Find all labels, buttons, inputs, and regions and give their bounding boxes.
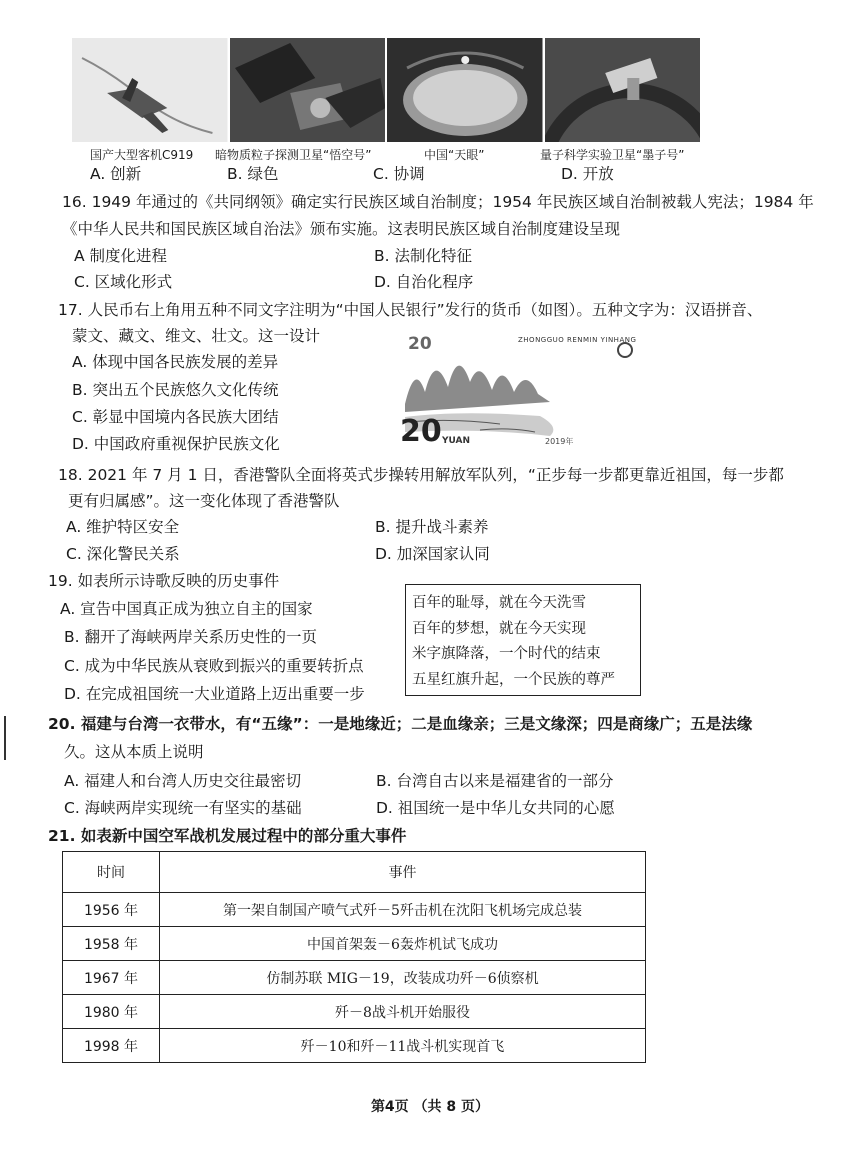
poem-line: 百年的耻辱，就在今天洗雪 <box>412 595 586 611</box>
q20-option-c: C. 海峡两岸实现统一有坚实的基础 <box>64 799 302 817</box>
page-footer: 第4页 （共 8 页） <box>370 1099 490 1115</box>
q18-stem-line2: 更有归属感”。这一变化体现了香港警队 <box>68 492 340 510</box>
aircraft-events-table <box>62 851 646 1063</box>
poem-box <box>405 584 641 696</box>
note-denomination-top: 20 <box>408 334 432 354</box>
note-yuan-label: YUAN <box>442 436 471 446</box>
q20-option-b: B. 台湾自古以来是福建省的一部分 <box>376 772 614 790</box>
q19-option-c: C. 成为中华民族从衰败到振兴的重要转折点 <box>64 657 364 675</box>
q18-option-d: D. 加深国家认同 <box>375 545 490 563</box>
q15-option-a: A. 创新 <box>90 165 142 183</box>
table-cell-year: 1998 年 <box>63 1029 160 1063</box>
table-cell-event: 歼－8战斗机开始服役 <box>160 995 646 1029</box>
table-header-time: 时间 <box>63 852 160 893</box>
note-year-label: 2019年 <box>545 437 574 446</box>
q17-option-c: C. 彰显中国境内各民族大团结 <box>72 408 279 426</box>
q18-option-c: C. 深化警民关系 <box>66 545 180 563</box>
q18-stem-line1: 18. 2021 年 7 月 1 日，香港警队全面将英式步操转用解放军队列，“正步每一步都更靠近祖国，每一步都 <box>58 466 784 484</box>
fast-telescope-photo <box>387 38 543 142</box>
table-cell-event: 中国首架轰－6轰炸机试飞成功 <box>160 927 646 961</box>
q19-option-a: A. 宣告中国真正成为独立自主的国家 <box>60 600 313 618</box>
table-header-event: 事件 <box>160 852 646 893</box>
q20-option-d: D. 祖国统一是中华儿女共同的心愿 <box>376 799 615 817</box>
photo-caption-wukong: 暗物质粒子探测卫星“悟空号” <box>215 148 372 162</box>
table-cell-year: 1980 年 <box>63 995 160 1029</box>
q17-option-a: A. 体现中国各民族发展的差异 <box>72 353 279 371</box>
rmb-banknote-image <box>400 332 640 450</box>
q16-option-d: D. 自治化程序 <box>374 273 474 291</box>
note-pinyin-text: ZHONGGUO RENMIN YINHANG <box>518 336 637 344</box>
q16-stem-line2: 《中华人民共和国民族区域自治法》颁布实施。这表明民族区域自治制度建设呈现 <box>62 220 621 238</box>
q20-stem-line2: 久。这从本质上说明 <box>64 743 204 761</box>
q18-option-a: A. 维护特区安全 <box>66 518 180 536</box>
q21-stem: 21. 如表新中国空军战机发展过程中的部分重大事件 <box>48 827 407 845</box>
poem-line: 米字旗降落，一个时代的结束 <box>412 646 601 662</box>
table-cell-year: 1958 年 <box>63 927 160 961</box>
table-cell-event: 第一架自制国产喷气式歼－5歼击机在沈阳飞机场完成总装 <box>160 893 646 927</box>
q17-option-d: D. 中国政府重视保护民族文化 <box>72 435 280 453</box>
q15-option-b: B. 绿色 <box>227 165 279 183</box>
q19-option-b: B. 翻开了海峡两岸关系历史性的一页 <box>64 628 317 646</box>
q17-stem-line2: 蒙文、藏文、维文、壮文。这一设计 <box>72 327 321 345</box>
q19-option-d: D. 在完成祖国统一大业道路上迈出重要一步 <box>64 685 365 703</box>
q17-option-b: B. 突出五个民族悠久文化传统 <box>72 381 279 399</box>
q15-option-d: D. 开放 <box>561 165 614 183</box>
q19-stem: 19. 如表所示诗歌反映的历史事件 <box>48 572 280 590</box>
table-row <box>63 995 646 1029</box>
table-header-row <box>63 852 646 893</box>
poem-line: 五星红旗升起，一个民族的尊严 <box>412 671 615 688</box>
photo-caption-c919: 国产大型客机C919 <box>90 148 194 162</box>
poem-line: 百年的梦想，就在今天实现 <box>412 620 586 637</box>
table-row <box>63 1029 646 1063</box>
q15-option-c: C. 协调 <box>373 165 425 183</box>
q17-stem-line1: 17. 人民币右上角用五种不同文字注明为“中国人民银行”发行的货币（如图）。五种文字为：汉语拼音、 <box>58 301 763 319</box>
q16-option-c: C. 区域化形式 <box>74 273 173 291</box>
table-cell-year: 1967 年 <box>63 961 160 995</box>
q20-option-a: A. 福建人和台湾人历史交往最密切 <box>64 772 302 790</box>
table-row <box>63 961 646 995</box>
photo-strip <box>72 38 700 142</box>
margin-mark <box>4 716 6 760</box>
q18-option-b: B. 提升战斗素养 <box>375 518 489 536</box>
table-row <box>63 927 646 961</box>
wukong-satellite-photo <box>230 38 386 142</box>
photo-caption-mozi: 量子科学实验卫星“墨子号” <box>540 148 685 162</box>
mozi-satellite-photo <box>545 38 701 142</box>
c919-aircraft-photo <box>72 38 228 142</box>
photo-caption-tianyan: 中国“天眼” <box>424 148 485 162</box>
q16-stem-line1: 16. 1949 年通过的《共同纲领》确定实行民族区域自治制度；1954 年民族区域自治制被载人宪法；1984 年 <box>62 193 814 211</box>
note-denomination-bottom: 20 <box>400 414 442 449</box>
q20-stem-line1: 20. 福建与台湾一衣带水，有“五缘”：一是地缘近；二是血缘亲；三是文缘深；四是商缘广；五是法缘 <box>48 715 753 733</box>
q16-option-b: B. 法制化特征 <box>374 247 472 265</box>
table-row <box>63 893 646 927</box>
table-cell-event: 歼－10和歼－11战斗机实现首飞 <box>160 1029 646 1063</box>
table-cell-event: 仿制苏联 MIG－19，改装成功歼－6侦察机 <box>160 961 646 995</box>
table-cell-year: 1956 年 <box>63 893 160 927</box>
q16-option-a: A 制度化进程 <box>74 247 168 265</box>
